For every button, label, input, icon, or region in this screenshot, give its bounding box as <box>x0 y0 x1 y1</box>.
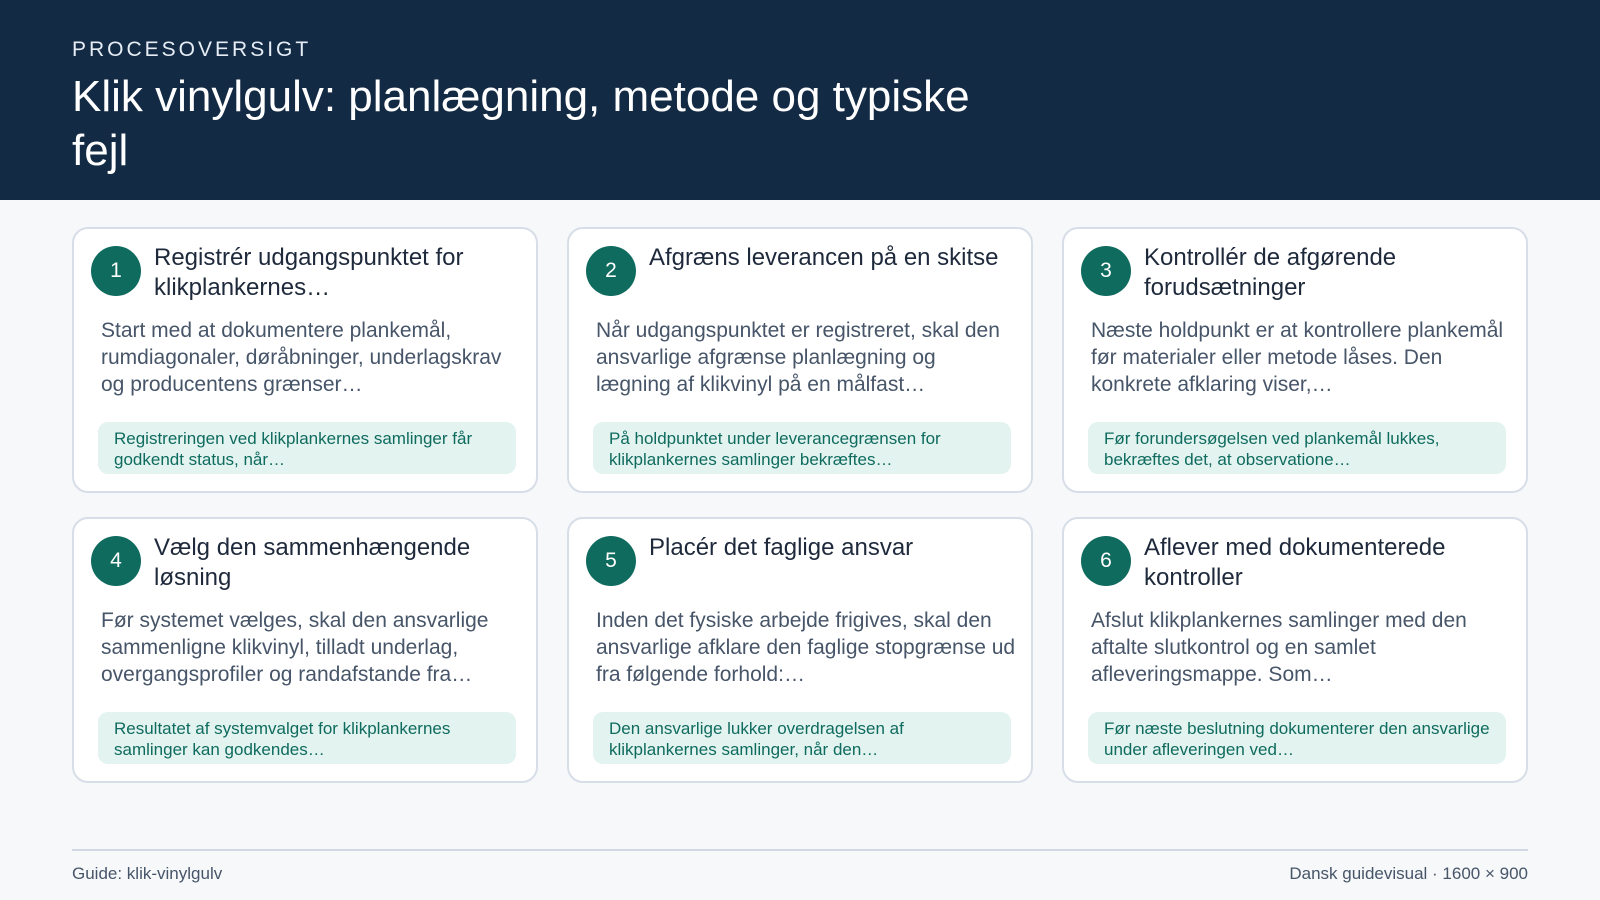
page-title: Klik vinylgulv: planlægning, metode og typiske fejl <box>72 72 970 175</box>
step-number-badge: 5 <box>586 536 636 586</box>
step-title: Vælg den sammenhængende løsning <box>154 534 471 591</box>
step-description: Når udgangspunktet er registreret, skal den ansvarlige afgrænse planlægning og lægning af klikvinyl på en målfast… <box>596 319 1000 396</box>
step-number-badge: 1 <box>91 246 141 296</box>
step-card-5 <box>567 517 1033 783</box>
step-description: Start med at dokumentere plankemål, rumdiagonaler, døråbninger, underlagskrav og producentens grænser… <box>101 319 502 396</box>
step-title: Afgræns leverancen på en skitse <box>649 244 999 271</box>
step-card-2 <box>567 227 1033 493</box>
step-description: Inden det fysiske arbejde frigives, skal den ansvarlige afklare den faglige stopgrænse ud fra følgende forhold:… <box>596 609 1016 686</box>
step-card-1 <box>72 227 538 493</box>
step-checkpoint-note <box>98 712 516 764</box>
step-checkpoint-note <box>1088 422 1506 474</box>
step-checkpoint-text: Registreringen ved klikplankernes samlinger får godkendt status, når… <box>114 429 473 469</box>
step-checkpoint-text: På holdpunktet under leverancegrænsen for klikplankernes samlinger bekræftes… <box>609 429 941 469</box>
step-description: Før systemet vælges, skal den ansvarlige sammenligne klikvinyl, tilladt underlag, overgangsprofiler og randafstande fra… <box>101 609 489 686</box>
step-description: Næste holdpunkt er at kontrollere plankemål før materialer eller metode låses. Den konkrete afklaring viser,… <box>1091 319 1504 396</box>
step-title: Placér det faglige ansvar <box>649 534 914 561</box>
footer-divider <box>72 849 1528 851</box>
step-checkpoint-text: Den ansvarlige lukker overdragelsen af klikplankernes samlinger, når den… <box>609 719 904 759</box>
step-checkpoint-text: Før næste beslutning dokumenterer den ansvarlige under afleveringen ved… <box>1104 719 1490 759</box>
step-checkpoint-text: Før forundersøgelsen ved plankemål lukkes, bekræftes det, at observatione… <box>1104 429 1440 469</box>
step-card-6 <box>1062 517 1528 783</box>
step-checkpoint-note <box>593 712 1011 764</box>
step-checkpoint-text: Resultatet af systemvalget for klikplankernes samlinger kan godkendes… <box>114 719 451 759</box>
step-number-badge: 2 <box>586 246 636 296</box>
step-number-badge: 3 <box>1081 246 1131 296</box>
step-title: Aflever med dokumenterede kontroller <box>1144 534 1446 591</box>
page-header <box>0 0 1600 200</box>
step-description: Afslut klikplankernes samlinger med den aftalte slutkontrol og en samlet afleveringsmappe. Som… <box>1091 609 1467 686</box>
step-card-4 <box>72 517 538 783</box>
footer-meta-label: Dansk guidevisual · 1600 × 900 <box>1289 864 1528 883</box>
step-checkpoint-note <box>593 422 1011 474</box>
step-checkpoint-note <box>98 422 516 474</box>
step-checkpoint-note <box>1088 712 1506 764</box>
step-number-badge: 4 <box>91 536 141 586</box>
step-number-badge: 6 <box>1081 536 1131 586</box>
step-title: Registrér udgangspunktet for klikplankernes… <box>154 244 464 301</box>
step-title: Kontrollér de afgørende forudsætninger <box>1144 244 1397 301</box>
page-eyebrow: PROCESOVERSIGT <box>72 38 312 61</box>
step-card-3 <box>1062 227 1528 493</box>
step-cards-grid <box>72 227 1528 783</box>
footer-guide-label: Guide: klik-vinylgulv <box>72 864 223 883</box>
